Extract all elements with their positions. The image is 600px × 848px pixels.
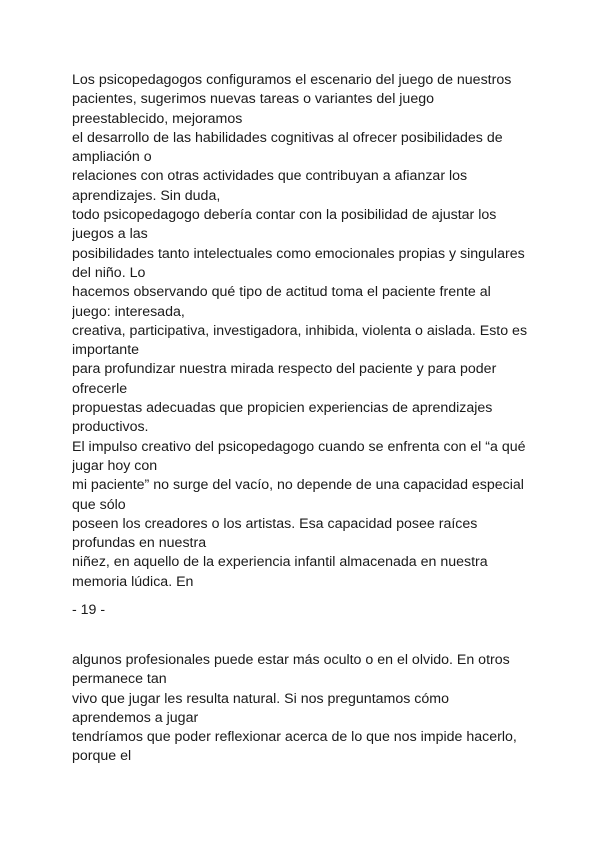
- text-line: aprendemos a jugar: [72, 709, 199, 726]
- text-line: mi paciente” no surge del vacío, no depende de una capacidad especial: [72, 477, 524, 494]
- text-line: memoria lúdica. En: [72, 573, 194, 590]
- text-block-main: [72, 71, 562, 592]
- text-line: que sólo: [72, 496, 126, 513]
- text-line: poseen los creadores o los artistas. Esa capacidad posee raíces: [72, 515, 478, 532]
- text-line: preestablecido, mejoramos: [72, 110, 243, 127]
- text-line: el desarrollo de las habilidades cognitivas al ofrecer posibilidades de: [72, 129, 503, 146]
- text-line: posibilidades tanto intelectuales como emocionales propias y singulares: [72, 245, 525, 262]
- text-line: profundas en nuestra: [72, 535, 207, 552]
- text-line: todo psicopedagogo debería contar con la posibilidad de ajustar los: [72, 207, 497, 224]
- text-line: productivos.: [72, 419, 149, 436]
- text-line: propuestas adecuadas que propicien experiencias de aprendizajes: [72, 400, 493, 417]
- text-line: importante: [72, 342, 140, 359]
- text-line: permanece tan: [72, 671, 167, 688]
- page-number: - 19 -: [72, 602, 106, 618]
- text-line: ofrecerle: [72, 380, 128, 397]
- text-block-continuation: [72, 651, 562, 767]
- text-line: algunos profesionales puede estar más oculto o en el olvido. En otros: [72, 652, 510, 668]
- text-line: niñez, en aquello de la experiencia infantil almacenada en nuestra: [72, 554, 488, 571]
- text-line: vivo que jugar les resulta natural. Si nos preguntamos cómo: [72, 690, 449, 707]
- text-line: El impulso creativo del psicopedagogo cuando se enfrenta con el “a qué: [72, 438, 526, 455]
- text-line: aprendizajes. Sin duda,: [72, 187, 221, 204]
- text-line: relaciones con otras actividades que contribuyan a afianzar los: [72, 168, 468, 185]
- text-line: jugar hoy con: [72, 457, 158, 474]
- text-line: pacientes, sugerimos nuevas tareas o variantes del juego: [72, 91, 434, 108]
- text-line: del niño. Lo: [72, 264, 146, 281]
- text-line: hacemos observando qué tipo de actitud toma el paciente frente al: [72, 284, 491, 301]
- text-line: porque el: [72, 748, 132, 765]
- text-line: juego: interesada,: [72, 303, 185, 320]
- text-line: creativa, participativa, investigadora, inhibida, violenta o aislada. Esto es: [72, 322, 528, 339]
- text-line: para profundizar nuestra mirada respecto del paciente y para poder: [72, 361, 497, 378]
- text-line: Los psicopedagogos configuramos el escenario del juego de nuestros: [72, 72, 512, 88]
- text-line: ampliación o: [72, 149, 152, 166]
- text-line: tendríamos que poder reflexionar acerca de lo que nos impide hacerlo,: [72, 729, 517, 746]
- text-line: juegos a las: [72, 226, 148, 243]
